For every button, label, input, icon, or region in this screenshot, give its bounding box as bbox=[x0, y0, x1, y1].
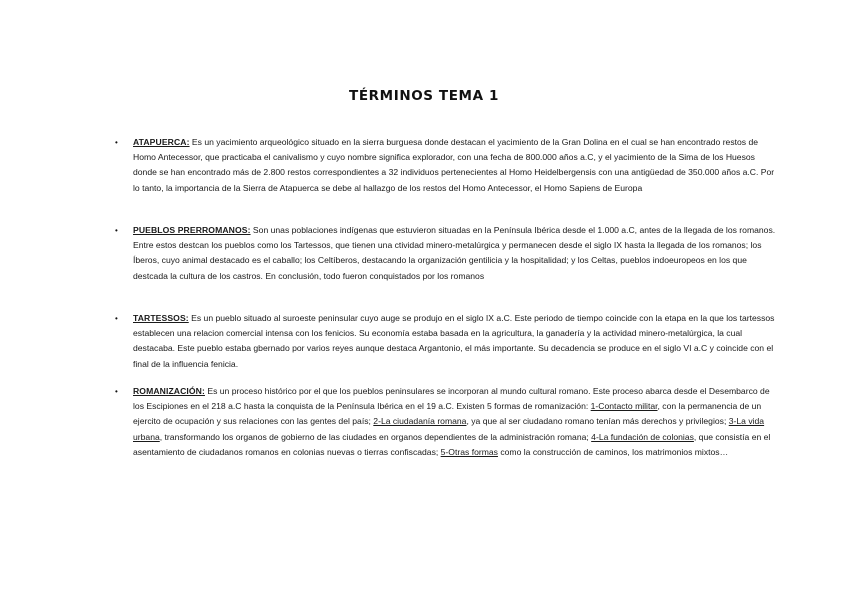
romanization-form-1: 1-Contacto militar bbox=[590, 401, 658, 412]
page-title: TÉRMINOS TEMA 1 bbox=[349, 88, 499, 104]
term-heading: ATAPUERCA: bbox=[133, 137, 190, 147]
term-heading: ROMANIZACIÓN: bbox=[133, 386, 205, 396]
romanization-form-5: 5-Otras formas bbox=[440, 446, 498, 457]
term-heading: TARTESSOS: bbox=[133, 313, 189, 323]
romanization-form-3: 3-La vida urbana bbox=[133, 416, 765, 442]
term-text: Es un yacimiento arqueológico situado en la sierra burguesa donde destacan el yacimiento de la Gran Dolina en el cual se han encontrado restos de Homo Antecessor, que practicaba el canivalismo y cuyo nombre significa explorador, con una fecha de 800.000 años a.C, y el yacimiento de la Sima de los Huesos donde se han encontrado más de 2.800 restos correspondientes a 32 individuos pertenecientes al Homo Heidelbergensis con una antigüedad de 350.000 años a.C. Por lo tanto, la importancia de la Sierra de Atapuerca se debe al hallazgo de los restos del Homo Antecessor, el Homo Sapiens de Europa bbox=[133, 137, 775, 193]
term-tartessos bbox=[133, 311, 779, 372]
romanization-form-2: 2-La ciudadanía romana bbox=[373, 416, 467, 427]
term-heading: PUEBLOS PRERROMANOS: bbox=[133, 225, 251, 235]
term-text: Son unas poblaciones indígenas que estuvieron situadas en la Península Ibérica desde el 1.000 a.C, antes de la llegada de los romanos. Entre estos destcan los pueblos como los Tartessos, que tienen una ctividad minero-metalúrgica y permanecen desde el siglo IX hasta la llegada de los romanos; los Íberos, cuyo animal destacado es el caballo; los Celtíberos, destacando la organización gentilicia y la hospitalidad; y los Celtas, pueblos indoeuropeos en los que destcada la cultura de los castros. En conclusión, todo fueron conquistados por los romanos bbox=[133, 225, 776, 281]
term-text: Es un proceso histórico por el que los pueblos peninsulares se incorporan al mundo cultural romano. Este proceso abarca desde el Desembarco de los Escipiones en el 218 a.C hasta la conquista de la Península Ibérica en el 19 a.C. Existen 5 formas de romanización: bbox=[133, 386, 770, 412]
term-text: como la construcción de caminos, los matrimonios mixtos… bbox=[497, 446, 729, 457]
term-text: , transformando los organos de gobierno de las ciudades en organos dependientes de la administración romana; bbox=[159, 431, 592, 442]
bullet-icon: • bbox=[115, 226, 118, 235]
bullet-icon: • bbox=[115, 314, 118, 323]
term-romanizacion bbox=[133, 384, 779, 460]
term-text: , con la permanencia de un ejercito de ocupación y sus relaciones con las gentes del país; bbox=[133, 401, 762, 427]
romanization-form-4: 4-La fundación de colonias bbox=[591, 431, 694, 442]
term-text: Es un pueblo situado al suroeste peninsular cuyo auge se produjo en el siglo IX a.C. Este periodo de tiempo coincide con la etapa en la que los tartessos establecen una relacion comercial intensa con los fenicios. Su economía estaba basada en la agricultura, la ganadería y la actividad minero-metalúrgica, la cual destacaba. Este pueblo estaba gbernado por varios reyes aunque destaca Argantonio, el más importante. Su decadencia se produce en el siglo VI a.C y coincide con el final de la influencia fenicia. bbox=[133, 313, 775, 369]
bullet-icon: • bbox=[115, 387, 118, 396]
term-text: , que consistía en el asentamiento de ciudadanos romanos en colonias nuevas o tierras confiscadas; bbox=[133, 431, 771, 457]
term-pueblos-prerromanos bbox=[133, 223, 779, 284]
bullet-icon: • bbox=[115, 138, 118, 147]
term-atapuerca bbox=[133, 135, 779, 196]
term-text: , ya que al ser ciudadano romano tenían más derechos y privilegios; bbox=[466, 416, 729, 427]
